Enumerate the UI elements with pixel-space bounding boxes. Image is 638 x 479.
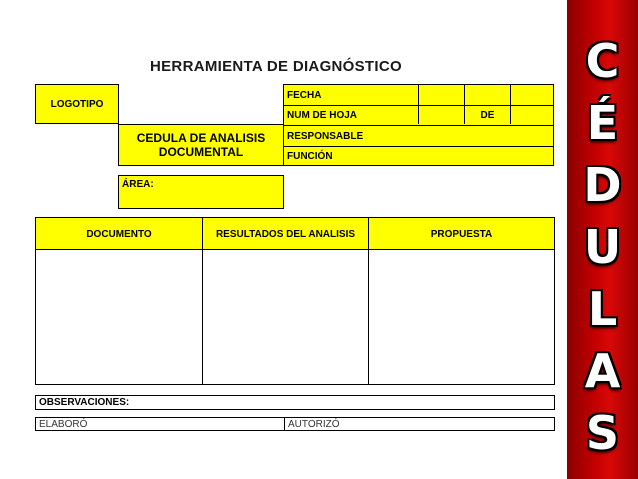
propuesta-cell[interactable] (369, 251, 554, 384)
elaboro-label: ELABORÓ (39, 418, 88, 430)
cedulas-sidebar (567, 0, 638, 479)
area-box[interactable] (118, 175, 284, 209)
funcion-label: FUNCIÓN (287, 151, 333, 162)
cedula-title-line2: DOCUMENTAL (158, 145, 244, 159)
autorizo-label: AUTORIZÓ (288, 418, 340, 430)
fecha-field[interactable] (419, 85, 553, 105)
responsable-label: RESPONSABLE (287, 130, 364, 142)
header-documento: DOCUMENTO (86, 228, 152, 240)
signature-row (35, 417, 555, 431)
sidebar-letter: É (586, 96, 619, 150)
logo-box (35, 84, 119, 124)
documento-cell[interactable] (36, 251, 202, 384)
sidebar-letter: C (585, 34, 620, 88)
sidebar-letter: L (587, 282, 618, 336)
logo-label: LOGOTIPO (50, 98, 104, 110)
analysis-table (35, 217, 555, 385)
observaciones-box[interactable] (35, 395, 555, 410)
header-info-grid (283, 84, 554, 166)
fecha-label: FECHA (287, 89, 322, 101)
sidebar-letter: U (583, 220, 622, 274)
num-hoja-label: NUM DE HOJA (287, 110, 358, 121)
page-title: HERRAMIENTA DE DIAGNÓSTICO (150, 58, 402, 75)
de-label: DE (480, 110, 495, 121)
observaciones-label: OBSERVACIONES: (39, 397, 130, 408)
area-label: ÁREA: (122, 179, 154, 190)
header-resultados: RESULTADOS DEL ANALISIS (215, 228, 356, 240)
sidebar-letter: A (584, 344, 621, 398)
sidebar-letter: S (585, 406, 620, 460)
cedula-title-line1: CEDULA DE ANALISIS (136, 131, 266, 145)
cedula-title-box (118, 124, 284, 166)
resultados-cell[interactable] (203, 251, 368, 384)
header-propuesta: PROPUESTA (430, 228, 493, 240)
sidebar-letter: D (583, 158, 622, 212)
